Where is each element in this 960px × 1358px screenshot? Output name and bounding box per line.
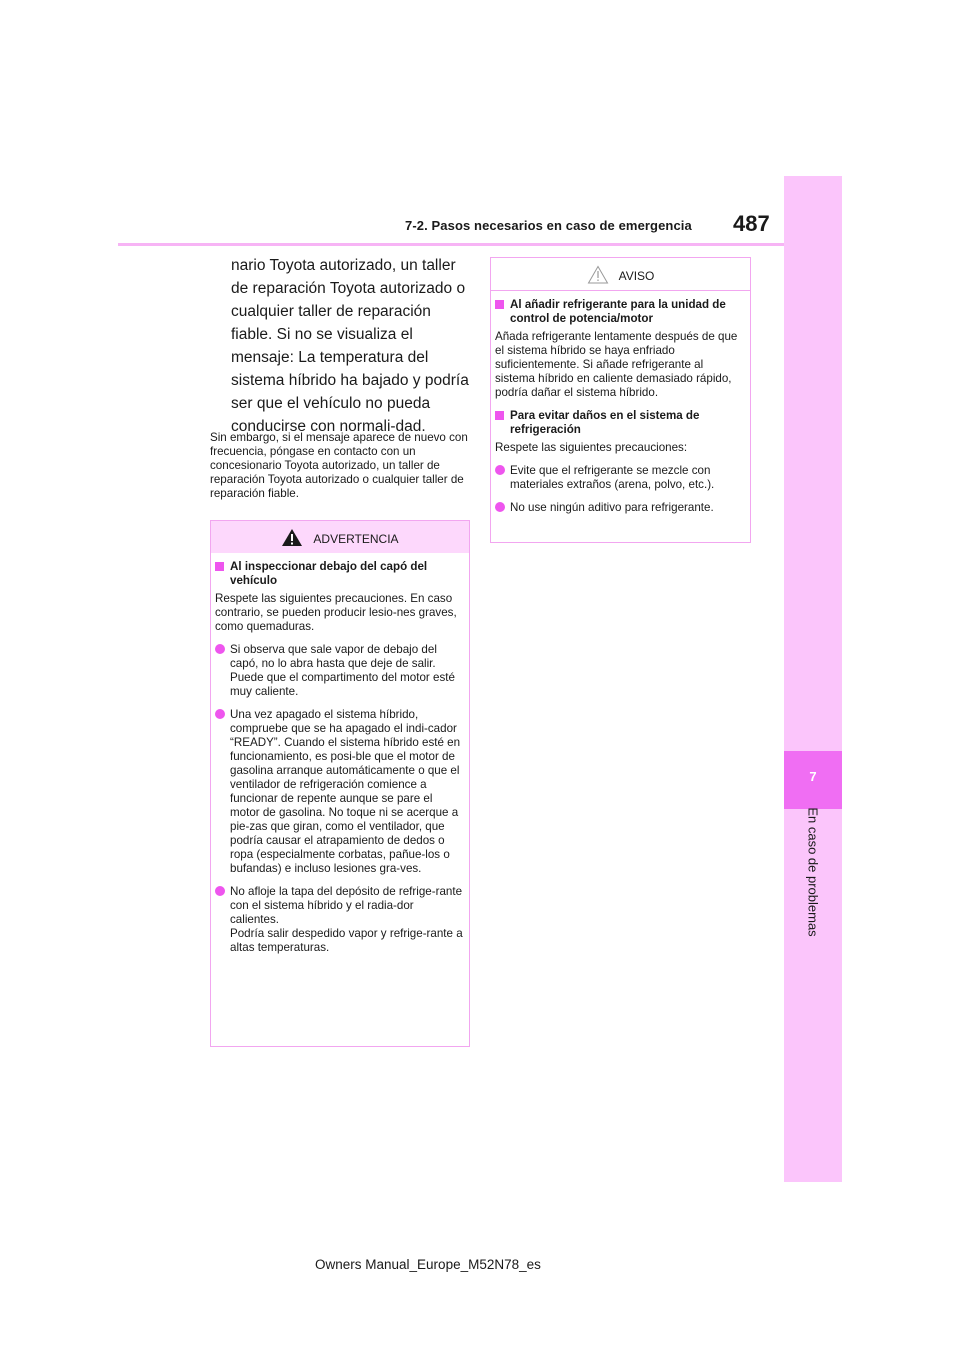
caution-heading-2: Para evitar daños en el sistema de refrigeración	[495, 409, 744, 437]
warning-title: ADVERTENCIA	[313, 532, 399, 546]
warning-bullet: Una vez apagado el sistema híbrido, compruebe que se ha apagado el indi-cador “READY”. Cuando el sistema híbrido esté en funcionamiento, es posi-ble que el motor de gasolina arranque automáticamente o que el ventilador de refrigeración comience a funcionar de repente aunque se pare el motor de gasolina. No toque ni se acerque a pie-zas que giran, como el ventilador, que podría causar el atrapamiento de dedos o ropa (especialmente corbatas, pañue-los o bufandas) e incluso lesiones gra-ves.	[215, 708, 463, 876]
footer-document-id: Owners Manual_Europe_M52N78_es	[315, 1257, 541, 1272]
warning-box	[210, 520, 470, 1047]
circle-bullet-icon	[495, 502, 505, 512]
chapter-number: 7	[809, 769, 817, 784]
caution-box	[490, 257, 751, 543]
caution-title: AVISO	[618, 269, 655, 283]
caution-text-1: Añada refrigerante lentamente después de que el sistema híbrido se haya enfriado suficientemente. Si añade refrigerante al sistema híbrido en caliente demasiado rápido, podría dañar el sistema híbrido.	[495, 330, 738, 399]
continuation-paragraph: nario Toyota autorizado, un taller de reparación Toyota autorizado o cualquier taller de reparación fiable. Si no se visualiza el mensaje: La temperatura del sistema híbrido ha bajado y podría ser que el vehículo no pueda conducirse con normali-dad.	[231, 257, 469, 435]
warning-header	[211, 521, 469, 553]
square-bullet-icon	[215, 562, 224, 571]
square-bullet-icon	[495, 300, 504, 309]
caution-bullet: No use ningún aditivo para refrigerante.	[495, 501, 744, 515]
circle-bullet-icon	[215, 886, 225, 896]
warning-bullet: No afloje la tapa del depósito de refrige-rante con el sistema híbrido y el radia-dor calientes. Podría salir despedido vapor y refrige-rante a altas temperaturas.	[215, 885, 463, 955]
warning-heading: Al inspeccionar debajo del capó del vehículo	[215, 560, 463, 588]
page-number: 487	[733, 211, 770, 236]
caution-header	[491, 258, 750, 291]
circle-bullet-icon	[215, 709, 225, 719]
chapter-side-tab[interactable]	[784, 176, 842, 1182]
section-title: 7-2. Pasos necesarios en caso de emergencia	[405, 218, 692, 233]
caution-triangle-icon	[587, 265, 609, 284]
warning-intro: Respete las siguientes precauciones. En caso contrario, se pueden producir lesio-nes graves, como quemaduras.	[215, 592, 457, 633]
header-rule	[118, 243, 784, 246]
warning-triangle-icon	[281, 528, 303, 547]
note-paragraph: Sin embargo, si el mensaje aparece de nuevo con frecuencia, póngase en contacto con un concesionario Toyota autorizado, un taller de reparación Toyota autorizado o cualquier taller de reparación fiable.	[210, 431, 468, 500]
caution-bullet: Evite que el refrigerante se mezcle con materiales extraños (arena, polvo, etc.).	[495, 464, 744, 492]
circle-bullet-icon	[215, 644, 225, 654]
caution-heading-1: Al añadir refrigerante para la unidad de control de potencia/motor	[495, 298, 744, 326]
chapter-label: En caso de problemas	[805, 807, 821, 937]
circle-bullet-icon	[495, 465, 505, 475]
square-bullet-icon	[495, 411, 504, 420]
caution-text-2: Respete las siguientes precauciones:	[495, 441, 688, 454]
warning-bullet: Si observa que sale vapor de debajo del capó, no lo abra hasta que deje de salir. Puede que el compartimento del motor esté muy caliente.	[215, 643, 463, 699]
